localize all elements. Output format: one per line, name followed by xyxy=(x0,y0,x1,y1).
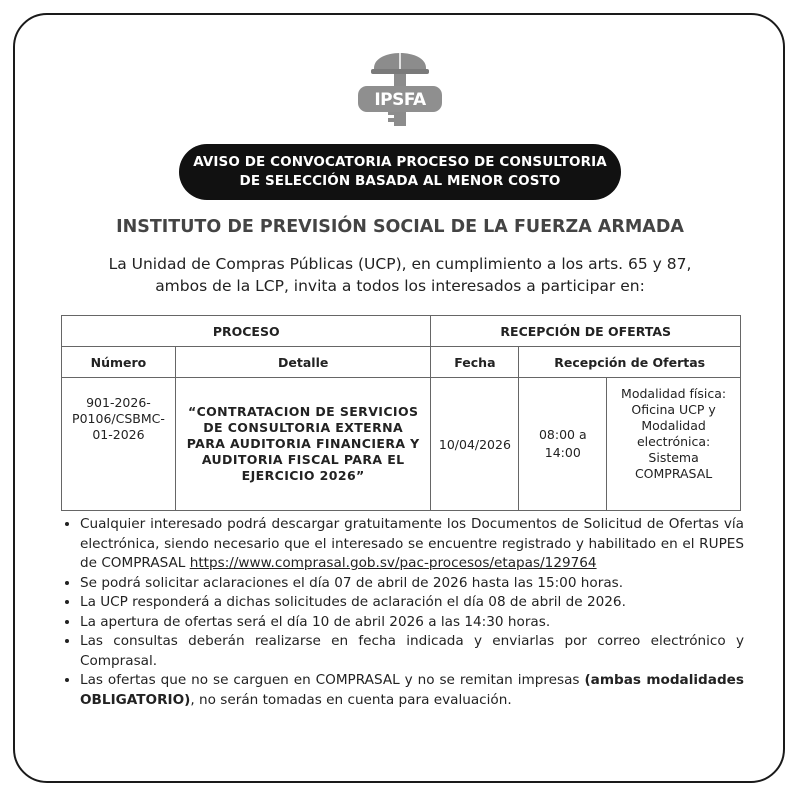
process-table xyxy=(61,315,741,511)
col-fecha: Fecha xyxy=(431,347,519,378)
bullet-offers-end: , no serán tomadas en cuenta para evaluación. xyxy=(190,691,512,708)
list-item xyxy=(80,515,744,574)
table-row xyxy=(62,378,741,511)
cell-hora: 08:00 a 14:00 xyxy=(519,378,607,511)
bullet-offers-text: Las ofertas que no se carguen en COMPRASAL y no se remitan impresas xyxy=(80,672,585,688)
header-proceso: PROCESO xyxy=(62,316,431,347)
col-detalle: Detalle xyxy=(175,347,430,378)
col-numero: Número xyxy=(62,347,176,378)
list-item: • Las consultas deberán realizarse en fecha indicada y enviarlas por correo electrónico y Comprasal. xyxy=(80,632,744,671)
intro-paragraph xyxy=(0,253,800,297)
banner-line-2: DE SELECCIÓN BASADA AL MENOR COSTO xyxy=(239,173,561,189)
header-recepcion-ofertas: RECEPCIÓN DE OFERTAS xyxy=(431,316,741,347)
bullet-offers-bold: (ambas modalidades OBLIGATORIO) xyxy=(80,672,744,708)
ipsfa-logo xyxy=(354,40,446,130)
list-item: • La apertura de ofertas será el día 10 de abril 2026 a las 14:30 horas. xyxy=(80,613,744,633)
intro-line-1: La Unidad de Compras Públicas (UCP), en cumplimiento a los arts. 65 y 87, xyxy=(108,255,692,273)
comprasal-link[interactable]: https://www.comprasal.gob.sv/pac-procesos/etapas/129764 xyxy=(189,555,597,571)
list-item: • La UCP responderá a dichas solicitudes de aclaración el día 08 de abril de 2026. xyxy=(80,593,744,613)
list-item: • Se podrá solicitar aclaraciones el día 07 de abril de 2026 hasta las 15:00 horas. xyxy=(80,574,744,594)
institution-title: INSTITUTO DE PREVISIÓN SOCIAL DE LA FUERZA ARMADA xyxy=(116,217,684,237)
intro-line-2: ambos de la LCP, invita a todos los interesados a participar en: xyxy=(155,277,645,295)
conditions-list xyxy=(60,515,744,710)
bullet-download-text: Cualquier interesado podrá descargar gratuitamente los Documentos de Solicitud de Ofertas vía electrónica, siendo necesario que el interesado se encuentre registrado y habilitado en el RUPES de COMPRASAL xyxy=(80,516,744,571)
logo-text: IPSFA xyxy=(374,90,426,110)
list-item xyxy=(80,671,744,710)
cell-detalle: “CONTRATACION DE SERVICIOS DE CONSULTORIA EXTERNA PARA AUDITORIA FINANCIERA Y AUDITORIA FISCAL PARA EL EJERCICIO 2026” xyxy=(175,378,430,511)
col-recepcion: Recepción de Ofertas xyxy=(519,347,741,378)
cell-fecha: 10/04/2026 xyxy=(431,378,519,511)
cell-numero: 901-2026-P0106/CSBMC-01-2026 xyxy=(62,378,176,511)
cell-modalidad: Modalidad física: Oficina UCP y Modalidad electrónica: Sistema COMPRASAL xyxy=(607,378,741,511)
banner-line-1: AVISO DE CONVOCATORIA PROCESO DE CONSULTORIA xyxy=(193,154,607,170)
table-group-header-row xyxy=(62,316,741,347)
notice-banner xyxy=(179,144,621,200)
table-column-header-row xyxy=(62,347,741,378)
helmet-key-logo xyxy=(358,47,442,126)
